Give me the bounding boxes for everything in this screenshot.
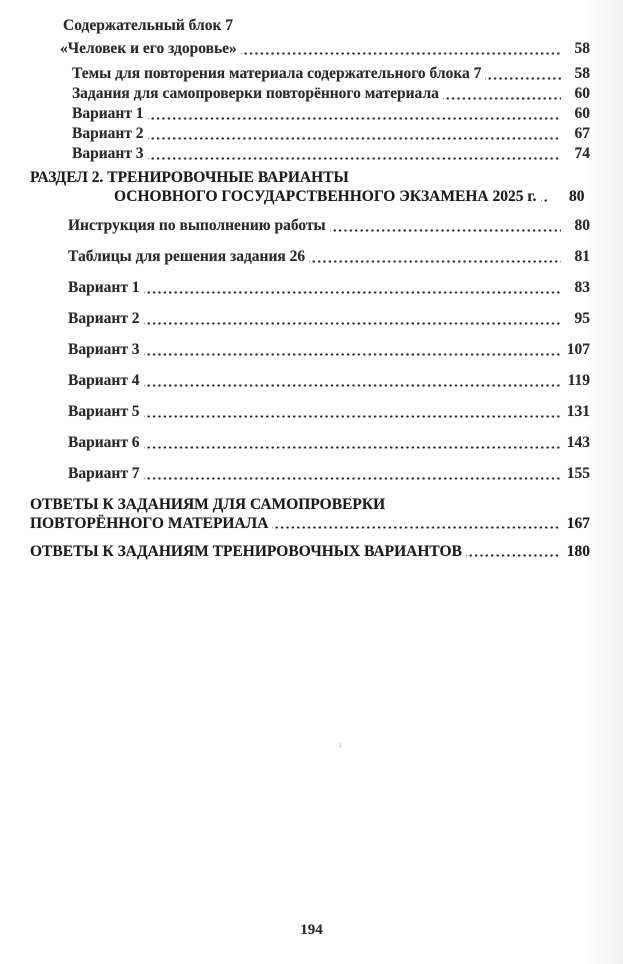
toc-page-number: 81: [574, 248, 590, 265]
section2-heading-line1: РАЗДЕЛ 2. ТРЕНИРОВОЧНЫЕ ВАРИАНТЫ: [30, 169, 349, 186]
toc-entry: [72, 104, 590, 124]
toc-page-number: 119: [567, 372, 590, 389]
toc-page-number: 143: [566, 434, 590, 451]
toc-entry: [68, 340, 590, 360]
toc-page-number: 58: [574, 65, 590, 82]
dot-leader: [485, 64, 561, 84]
answers-training-label: ОТВЕТЫ К ЗАДАНИЯМ ТРЕНИРОВОЧНЫХ ВАРИАНТОВ: [30, 543, 462, 560]
toc-entry: [30, 187, 590, 206]
toc-page-number: 74: [574, 145, 590, 162]
toc-page-number: 95: [574, 310, 590, 327]
toc-entry: [60, 39, 590, 59]
toc-entry: [72, 124, 590, 144]
dot-leader: [144, 464, 561, 484]
dot-leader: [144, 433, 561, 453]
toc-entry-label: Вариант 2: [72, 125, 144, 142]
toc-entry-label: Вариант 6: [68, 434, 140, 451]
toc-entry: [68, 216, 590, 236]
toc-entry-label: Вариант 3: [72, 145, 144, 162]
footer-page-number: 194: [300, 922, 323, 938]
dot-leader: [144, 278, 561, 298]
toc-entry: [72, 64, 590, 84]
block7-entries: [30, 64, 590, 164]
toc-entry: [68, 371, 590, 391]
dot-leader: [330, 216, 561, 236]
toc-entry-label: Вариант 4: [68, 372, 140, 389]
dot-leader: [148, 104, 561, 124]
section2-heading: [30, 168, 590, 206]
toc-entry: [30, 514, 590, 533]
dot-leader: [144, 340, 561, 360]
section2-entries: [30, 216, 590, 484]
toc-page-number: 107: [566, 341, 590, 358]
dot-leader: [144, 371, 561, 391]
dot-leader: [148, 124, 561, 144]
toc-page-number: 83: [574, 279, 590, 296]
toc-page-number: 80: [569, 188, 585, 205]
section2-heading-line2: ОСНОВНОГО ГОСУДАРСТВЕННОГО ЭКЗАМЕНА 2025 г.: [114, 188, 537, 205]
dot-leader: [144, 402, 561, 422]
block7-title-line1: [63, 16, 590, 36]
toc-entry-label: Таблицы для решения задания 26: [68, 248, 306, 265]
toc-entry-label: Инструкция по выполнению работы: [68, 217, 326, 234]
dot-leader: [241, 39, 561, 59]
answers-selfcheck-line2: ПОВТОРЁННОГО МАТЕРИАЛА: [30, 515, 269, 532]
dot-leader: [272, 514, 561, 533]
toc-entry: [72, 144, 590, 164]
toc-page-number: 80: [574, 217, 590, 234]
toc-entry-label: Вариант 1: [72, 105, 144, 122]
toc-entry-label: Вариант 2: [68, 310, 140, 327]
toc-entry: [68, 402, 590, 422]
toc-page-number: 131: [566, 403, 590, 420]
toc-entry: [68, 247, 590, 267]
toc-entry-label: Темы для повторения материала содержательного блока 7: [72, 65, 482, 82]
toc-page-number: 60: [574, 105, 590, 122]
dot-leader: [466, 542, 561, 561]
toc-entry: [68, 278, 590, 298]
toc-entry-label: Вариант 5: [68, 403, 140, 420]
dot-leader: [541, 187, 549, 206]
answers-selfcheck-heading: [30, 495, 590, 533]
block7-title-text: Содержательный блок 7: [63, 17, 234, 34]
dot-leader: [144, 309, 561, 329]
toc-page-number: 180: [566, 543, 590, 560]
toc-entry-label: Задания для самопроверки повторённого материала: [72, 85, 439, 102]
scan-speck: [339, 743, 342, 748]
toc-page-number: 58: [574, 40, 590, 57]
toc-entry-label: Вариант 1: [68, 279, 140, 296]
toc-page-number: 67: [574, 125, 590, 142]
dot-leader: [309, 247, 561, 267]
toc-entry: [68, 433, 590, 453]
toc-entry: [30, 542, 590, 561]
toc-page-number: 167: [566, 515, 590, 532]
toc-entry: [72, 84, 590, 104]
toc-page-number: 155: [566, 465, 590, 482]
dot-leader: [148, 144, 561, 164]
toc-entry-label: «Человек и его здоровье»: [60, 40, 237, 57]
toc-entry-label: Вариант 3: [68, 341, 140, 358]
toc-entry-label: Вариант 7: [68, 465, 140, 482]
dot-leader: [443, 84, 561, 104]
toc-page-number: 60: [574, 85, 590, 102]
toc-entry: [68, 464, 590, 484]
toc-entry: [68, 309, 590, 329]
answers-selfcheck-line1: ОТВЕТЫ К ЗАДАНИЯМ ДЛЯ САМОПРОВЕРКИ: [30, 496, 386, 513]
